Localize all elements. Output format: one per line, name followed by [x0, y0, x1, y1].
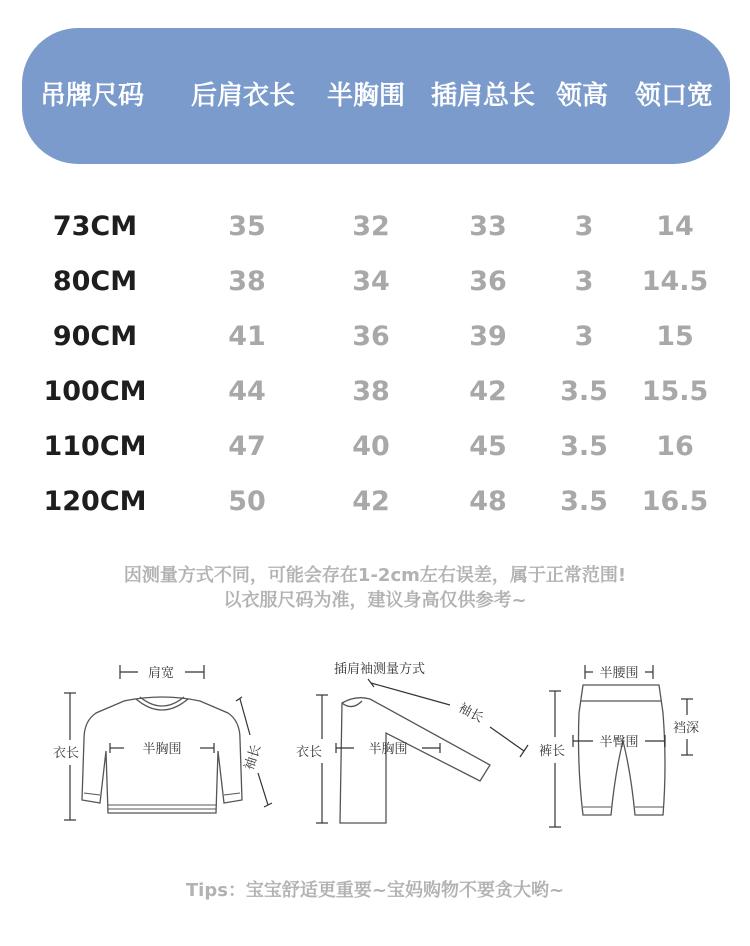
- row-value: 45: [469, 431, 507, 462]
- row-size: 90CM: [52, 321, 138, 352]
- row-value: 16.5: [641, 486, 709, 517]
- header-tag-size: 吊牌尺码: [39, 81, 144, 111]
- row-value: 15.5: [641, 376, 709, 407]
- header-neck-width: 领口宽: [634, 81, 713, 111]
- row-size: 110CM: [43, 431, 147, 462]
- raglan-title: 插肩袖测量方式: [334, 662, 426, 677]
- row-value: 44: [228, 376, 266, 407]
- size-table-header: [22, 28, 730, 164]
- header-collar-height: 领高: [555, 81, 608, 111]
- header-raglan-length: 插肩总长: [430, 81, 535, 111]
- row-value: 3: [574, 211, 594, 242]
- row-value: 36: [469, 266, 507, 297]
- raglan-sleeve-label: 袖长: [455, 700, 486, 727]
- pants-diagram: [535, 655, 735, 835]
- row-size: 73CM: [52, 211, 138, 242]
- waist-label: 半腰围: [599, 666, 639, 681]
- row-value: 36: [352, 321, 390, 352]
- measurement-note-line2: 以衣服尺码为准，建议身高仅供参考~: [223, 590, 527, 611]
- row-value: 33: [469, 211, 507, 242]
- table-row: [0, 482, 750, 522]
- sleeve-label: 袖长: [242, 742, 265, 773]
- row-value: 48: [469, 486, 507, 517]
- row-value: 39: [469, 321, 507, 352]
- raglan-chest-label: 半胸围: [368, 742, 408, 757]
- header-back-length: 后肩衣长: [190, 81, 295, 111]
- raglan-length-label: 衣长: [296, 745, 323, 760]
- row-value: 34: [352, 266, 390, 297]
- hip-label: 半臀围: [599, 735, 639, 750]
- row-size: 100CM: [43, 376, 147, 407]
- row-value: 3.5: [560, 431, 608, 462]
- row-value: 32: [352, 211, 390, 242]
- row-value: 3: [574, 321, 594, 352]
- row-value: 14: [656, 211, 694, 242]
- row-value: 50: [228, 486, 266, 517]
- pants-length-line: [549, 691, 561, 827]
- row-value: 35: [228, 211, 266, 242]
- raglan-diagram: [290, 655, 535, 835]
- tips-text: Tips：宝宝舒适更重要~宝妈购物不要贪大哟~: [185, 880, 565, 901]
- pants-length-label: 裤长: [539, 744, 566, 759]
- row-value: 47: [228, 431, 266, 462]
- row-size: 120CM: [43, 486, 147, 517]
- table-row: [0, 317, 750, 357]
- header-half-chest: 半胸围: [326, 81, 405, 111]
- row-value: 3.5: [560, 376, 608, 407]
- rise-label: 裆深: [673, 721, 700, 736]
- row-value: 41: [228, 321, 266, 352]
- row-value: 38: [228, 266, 266, 297]
- row-value: 16: [656, 431, 694, 462]
- row-value: 42: [469, 376, 507, 407]
- pants-outline: [579, 685, 666, 815]
- table-row: [0, 207, 750, 247]
- row-value: 3: [574, 266, 594, 297]
- row-size: 80CM: [52, 266, 138, 297]
- chest-label: 半胸围: [142, 742, 182, 757]
- row-value: 15: [656, 321, 694, 352]
- row-value: 14.5: [641, 266, 709, 297]
- table-row: [0, 427, 750, 467]
- length-label: 衣长: [53, 746, 80, 761]
- row-value: 42: [352, 486, 390, 517]
- table-row: [0, 262, 750, 302]
- shoulder-label: 肩宽: [147, 666, 175, 681]
- row-value: 38: [352, 376, 390, 407]
- measurement-note-line1: 因测量方式不同，可能会存在1-2cm左右误差，属于正常范围!: [123, 565, 627, 586]
- row-value: 40: [352, 431, 390, 462]
- sweater-diagram: [40, 655, 280, 835]
- table-row: [0, 372, 750, 412]
- row-value: 3.5: [560, 486, 608, 517]
